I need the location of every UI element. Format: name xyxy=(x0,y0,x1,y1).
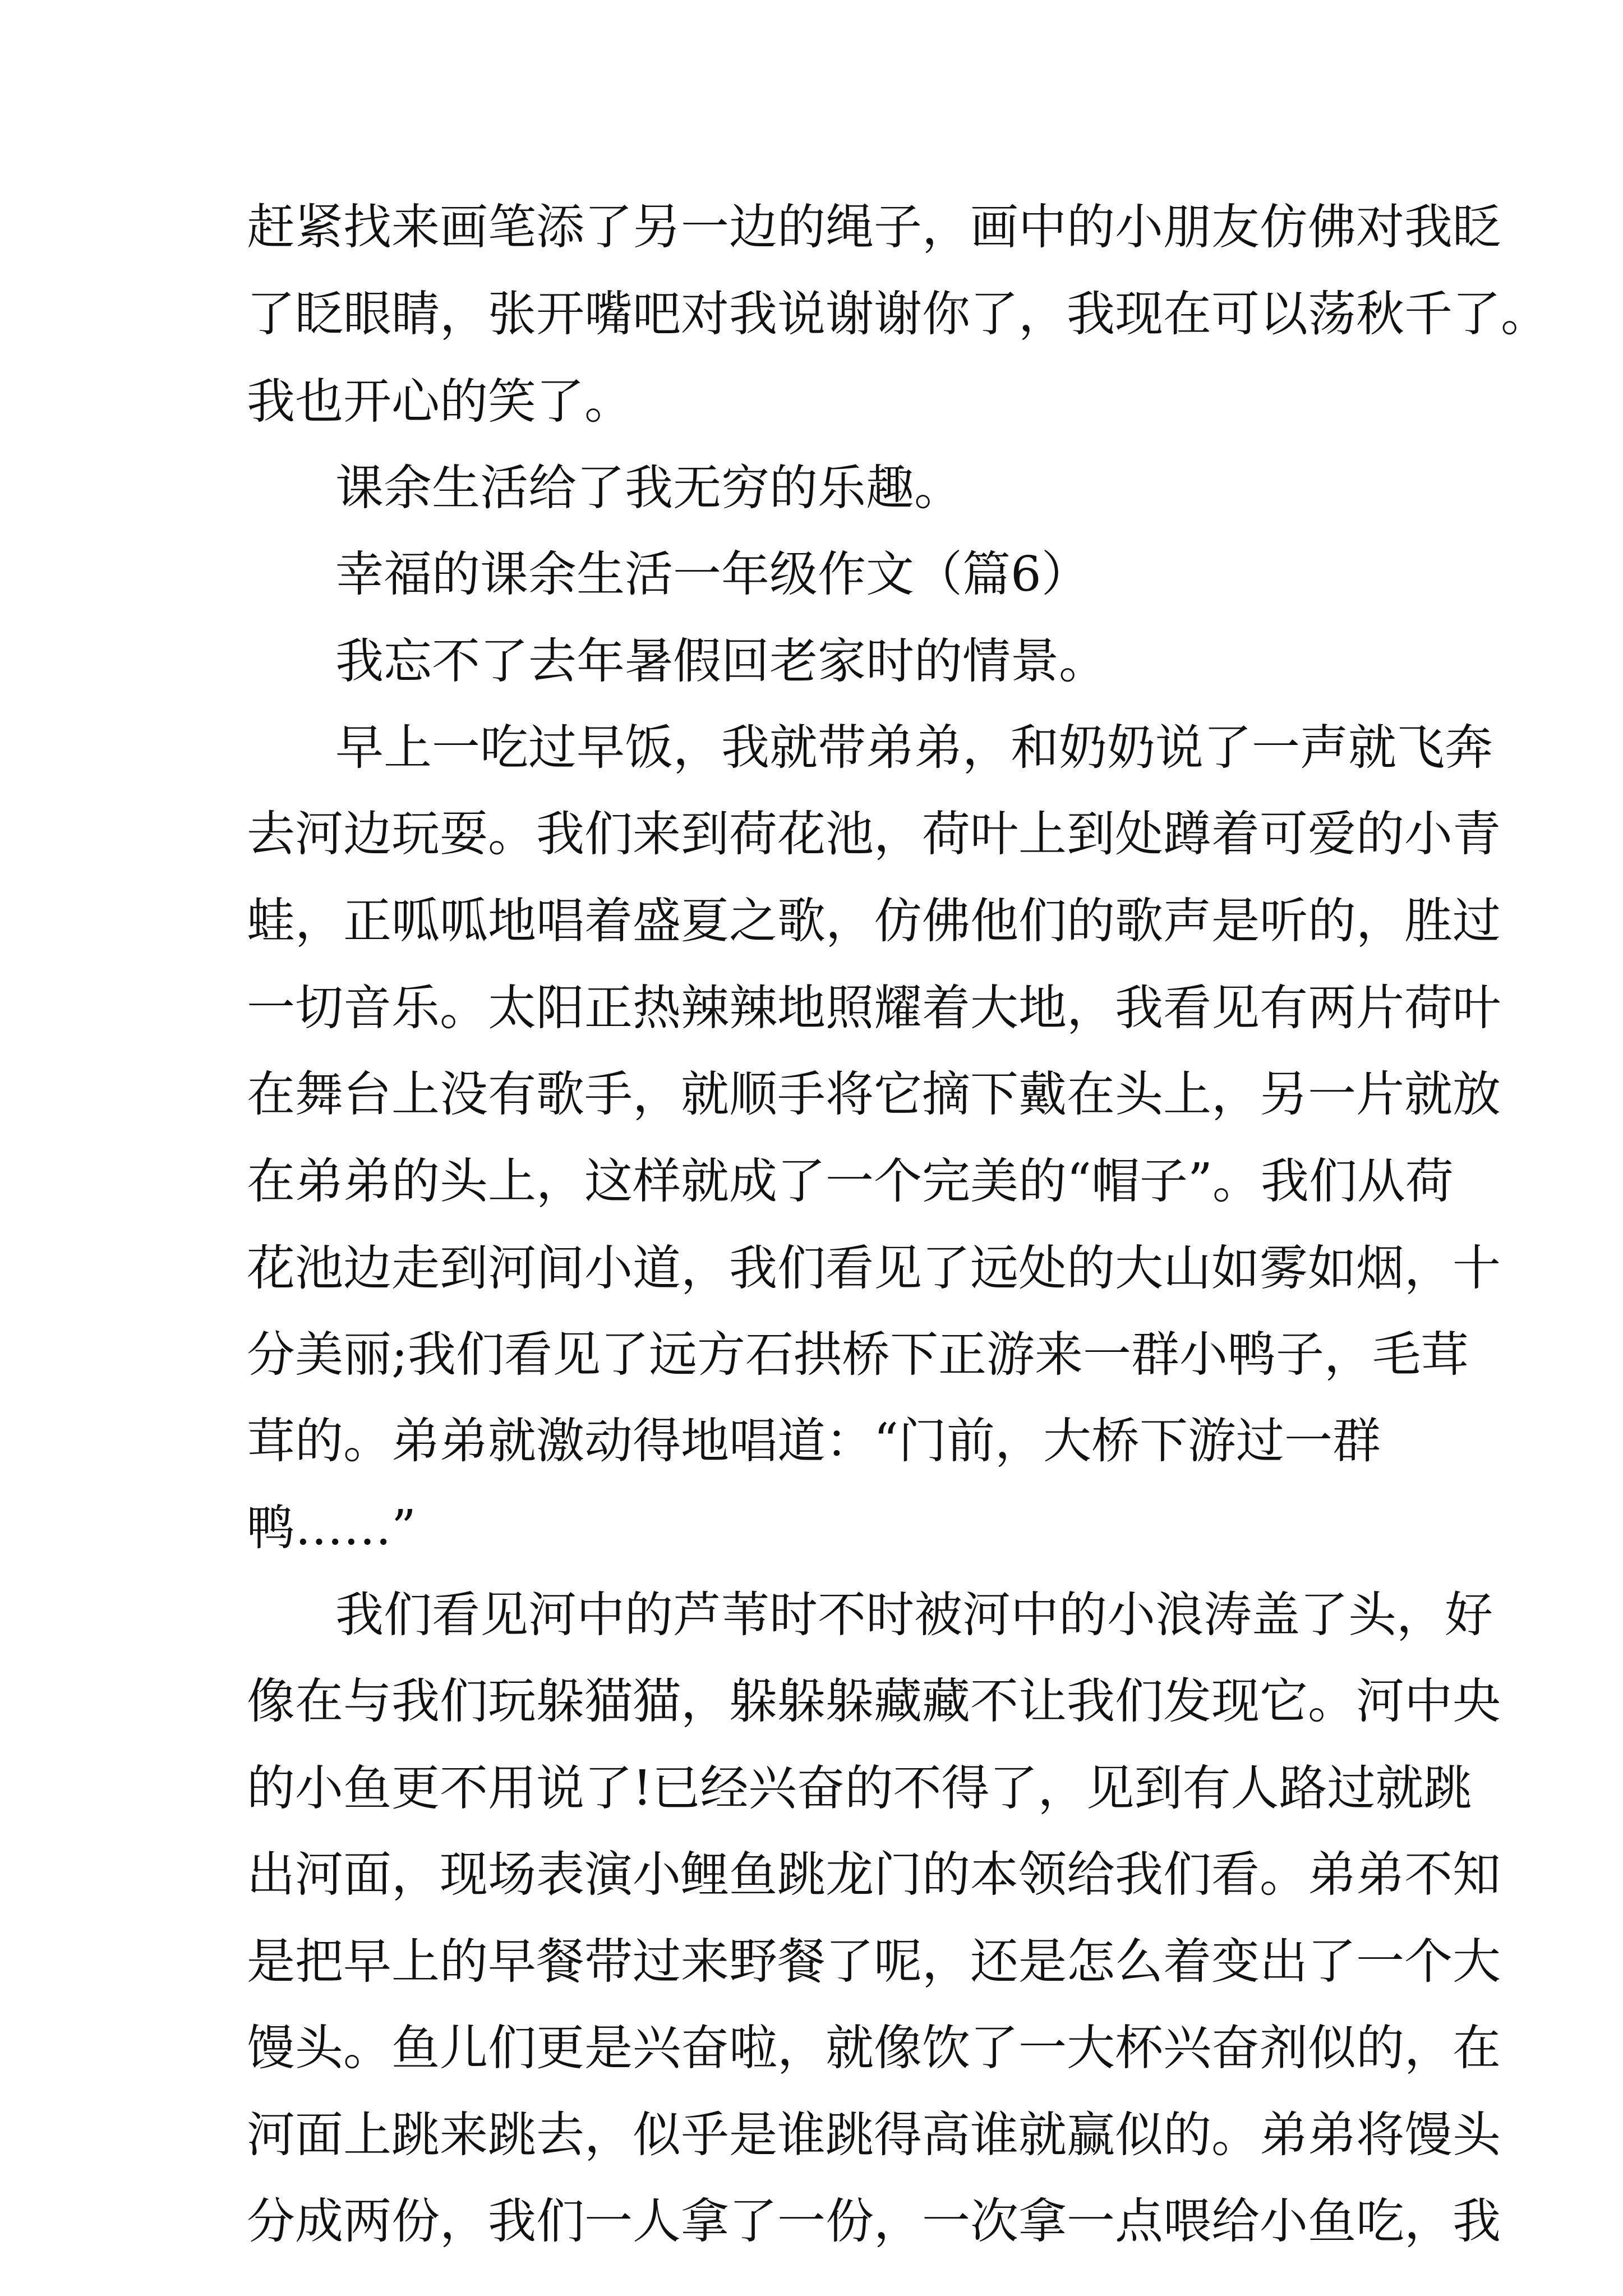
text-line: 花池边走到河间小道，我们看见了远处的大山如雾如烟，十 xyxy=(247,1240,1501,1296)
text-line: 出河面，现场表演小鲤鱼跳龙门的本领给我们看。弟弟不知 xyxy=(247,1847,1501,1903)
text-line: 蛙，正呱呱地唱着盛夏之歌，仿佛他们的歌声是听的，胜过 xyxy=(247,893,1501,949)
text-line: 在弟弟的头上，这样就成了一个完美的“帽子”。我们从荷 xyxy=(247,1153,1454,1209)
text-line: 我也开心的笑了。 xyxy=(247,374,633,430)
text-line: 河面上跳来跳去，似乎是谁跳得高谁就赢似的。弟弟将馒头 xyxy=(247,2107,1501,2163)
text-line: 鸭……” xyxy=(247,1500,416,1556)
text-line: 我忘不了去年暑假回老家时的情景。 xyxy=(335,633,1107,689)
text-line: 我们看见河中的芦苇时不时被河中的小浪涛盖了头，好 xyxy=(335,1587,1493,1643)
section-title: 幸福的课余生活一年级作文（篇6） xyxy=(335,546,1090,602)
text-line: 像在与我们玩躲猫猫，躲躲躲藏藏不让我们发现它。河中央 xyxy=(247,1673,1501,1729)
text-line: 了眨眼睛，张开嘴吧对我说谢谢你了，我现在可以荡秋千了。 xyxy=(247,286,1549,342)
text-line: 在舞台上没有歌手，就顺手将它摘下戴在头上，另一片就放 xyxy=(247,1066,1501,1122)
text-line: 茸的。弟弟就激动得地唱道：“门前，大桥下游过一群 xyxy=(247,1413,1381,1469)
text-line: 一切音乐。太阳正热辣辣地照耀着大地，我看见有两片荷叶 xyxy=(247,980,1501,1036)
text-line: 赶紧找来画笔添了另一边的绳子，画中的小朋友仿佛对我眨 xyxy=(247,199,1501,255)
text-line: 去河边玩耍。我们来到荷花池，荷叶上到处蹲着可爱的小青 xyxy=(247,806,1501,862)
text-line: 是把早上的早餐带过来野餐了呢，还是怎么着变出了一个大 xyxy=(247,1934,1501,1990)
text-line: 早上一吃过早饭，我就带弟弟，和奶奶说了一声就飞奔 xyxy=(335,720,1493,776)
text-line: 馒头。鱼儿们更是兴奋啦，就像饮了一大杯兴奋剂似的，在 xyxy=(247,2020,1501,2076)
text-line: 分美丽;我们看见了远方石拱桥下正游来一群小鸭子，毛茸 xyxy=(247,1327,1469,1383)
text-line: 的小鱼更不用说了!已经兴奋的不得了，见到有人路过就跳 xyxy=(247,1760,1472,1816)
text-line: 课余生活给了我无穷的乐趣。 xyxy=(335,460,962,516)
text-line: 分成两份，我们一人拿了一份，一次拿一点喂给小鱼吃，我 xyxy=(247,2193,1501,2249)
